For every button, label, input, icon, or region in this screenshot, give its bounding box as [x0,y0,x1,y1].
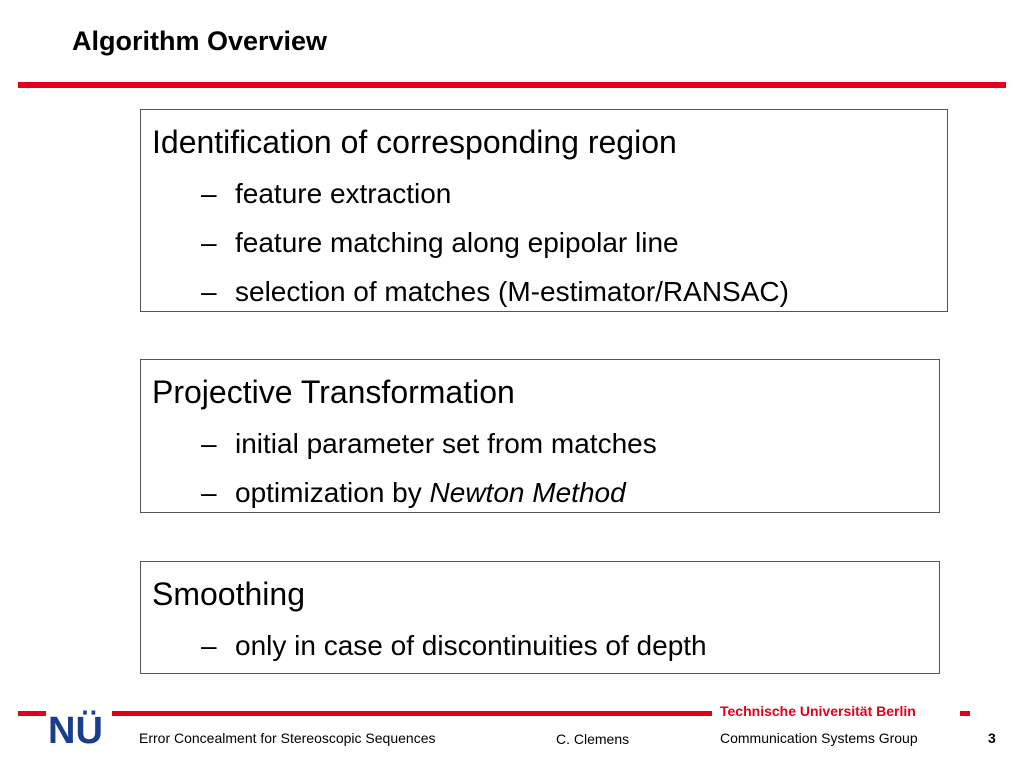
tu-logo-text: NÜ [48,710,103,747]
talk-title: Error Concealment for Stereoscopic Sequences [139,730,436,746]
dash: – [201,477,217,508]
bullet-text: optimization by [235,477,430,508]
bullet-item [201,430,657,458]
footer-rule-left [18,711,46,716]
bullet-text: only in case of discontinuities of depth [235,630,707,661]
dash: – [201,276,217,307]
group-name: Communication Systems Group [720,730,918,746]
bullet-emphasis: Newton Method [429,477,626,508]
page-number: 3 [988,730,996,746]
title-rule [18,82,1006,88]
bullet-item [201,229,679,257]
footer-rule-right [112,711,712,716]
bullet-text: selection of matches (M-estimator/RANSAC) [235,276,789,307]
dash: – [201,428,217,459]
bullet-text: feature extraction [235,178,452,209]
box-identification [140,109,948,312]
university-name: Technische Universität Berlin [720,703,916,719]
bullet-item [201,180,451,208]
bullet-item [201,479,626,507]
bullet-item [201,278,789,306]
box-smoothing [140,561,940,674]
dash: – [201,227,217,258]
tu-logo-icon [46,707,110,747]
box-projective [140,359,940,513]
footer-rule-end [960,711,970,716]
slide-title: Algorithm Overview [72,26,328,56]
box-heading: Identification of corresponding region [152,124,677,160]
box-heading: Projective Transformation [152,374,515,410]
dash: – [201,178,217,209]
bullet-text: feature matching along epipolar line [235,227,679,258]
bullet-item [201,632,707,660]
box-heading: Smoothing [152,576,305,612]
dash: – [201,630,217,661]
bullet-text: initial parameter set from matches [235,428,657,459]
author: C. Clemens [556,731,630,747]
